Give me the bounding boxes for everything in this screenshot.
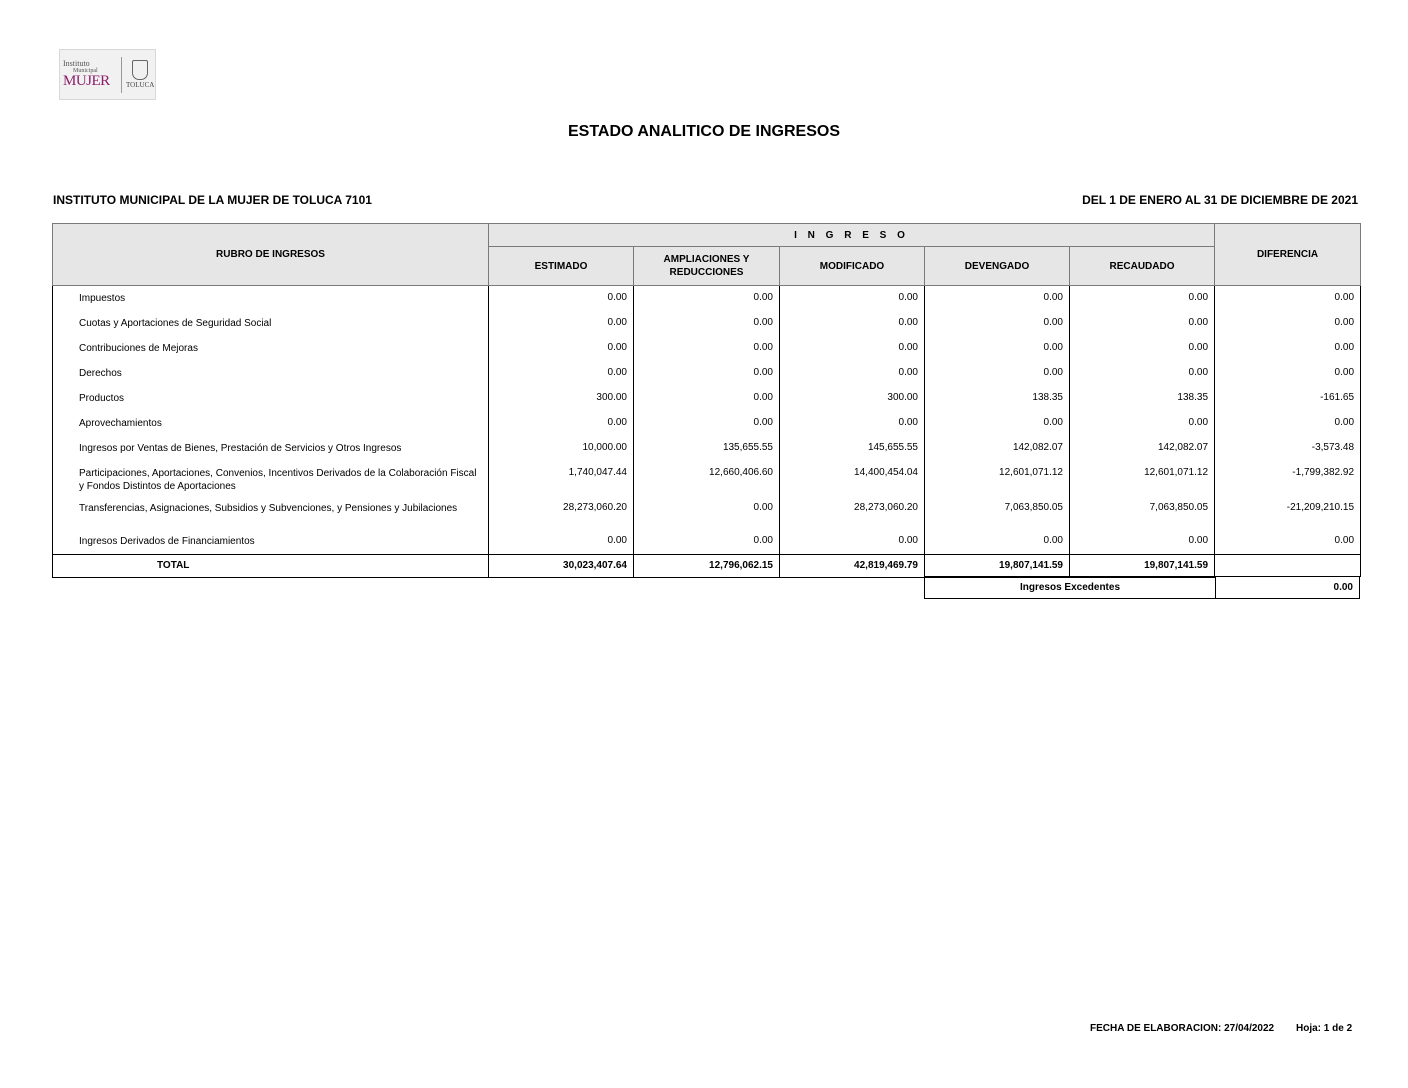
excess-income-label: Ingresos Excedentes: [925, 577, 1216, 598]
total-recaudado: 19,807,141.59: [1070, 554, 1215, 577]
logo-divider: [121, 57, 122, 93]
row-diferencia: -161.65: [1215, 386, 1361, 411]
row-diferencia: -21,209,210.15: [1215, 496, 1361, 529]
excess-income-box: [924, 576, 1360, 599]
row-estimado: 0.00: [489, 286, 634, 311]
row-diferencia: 0.00: [1215, 286, 1361, 311]
header-estimado: ESTIMADO: [489, 247, 634, 286]
table-row: [53, 529, 1361, 555]
income-table: [52, 223, 1361, 578]
row-devengado: 0.00: [925, 411, 1070, 436]
row-modificado: 0.00: [780, 411, 925, 436]
elaboration-date: FECHA DE ELABORACION: 27/04/2022: [1090, 1023, 1275, 1034]
row-recaudado: 0.00: [1070, 311, 1215, 336]
table-row: [53, 361, 1361, 386]
row-recaudado: 0.00: [1070, 336, 1215, 361]
row-recaudado: 0.00: [1070, 529, 1215, 555]
row-ampliaciones: 0.00: [634, 286, 780, 311]
table-row: [53, 336, 1361, 361]
row-concept: Impuestos: [53, 286, 489, 311]
row-recaudado: 138.35: [1070, 386, 1215, 411]
table-row: [53, 286, 1361, 311]
table-row: [53, 411, 1361, 436]
row-recaudado: 142,082.07: [1070, 436, 1215, 461]
row-concept: Ingresos por Ventas de Bienes, Prestación de Servicios y Otros Ingresos: [53, 436, 489, 461]
row-ampliaciones: 0.00: [634, 386, 780, 411]
row-ampliaciones: 12,660,406.60: [634, 461, 780, 496]
row-devengado: 12,601,071.12: [925, 461, 1070, 496]
row-concept: Ingresos Derivados de Financiamientos: [53, 529, 489, 555]
table-row: [53, 461, 1361, 496]
header-devengado: DEVENGADO: [925, 247, 1070, 286]
report-period: DEL 1 DE ENERO AL 31 DE DICIEMBRE DE 2021: [1082, 193, 1358, 207]
row-estimado: 0.00: [489, 411, 634, 436]
row-concept: Productos: [53, 386, 489, 411]
row-recaudado: 7,063,850.05: [1070, 496, 1215, 529]
row-modificado: 0.00: [780, 361, 925, 386]
table-row: [53, 496, 1361, 529]
row-recaudado: 0.00: [1070, 411, 1215, 436]
row-ampliaciones: 0.00: [634, 311, 780, 336]
row-estimado: 300.00: [489, 386, 634, 411]
row-modificado: 0.00: [780, 336, 925, 361]
table-row: [53, 386, 1361, 411]
row-diferencia: 0.00: [1215, 529, 1361, 555]
crest-icon: [132, 60, 148, 80]
row-diferencia: 0.00: [1215, 411, 1361, 436]
row-diferencia: 0.00: [1215, 311, 1361, 336]
row-ampliaciones: 0.00: [634, 529, 780, 555]
row-modificado: 0.00: [780, 311, 925, 336]
row-ampliaciones: 135,655.55: [634, 436, 780, 461]
row-estimado: 1,740,047.44: [489, 461, 634, 496]
row-estimado: 0.00: [489, 529, 634, 555]
row-estimado: 0.00: [489, 361, 634, 386]
row-devengado: 0.00: [925, 311, 1070, 336]
row-diferencia: 0.00: [1215, 361, 1361, 386]
row-recaudado: 0.00: [1070, 361, 1215, 386]
row-modificado: 14,400,454.04: [780, 461, 925, 496]
row-ampliaciones: 0.00: [634, 336, 780, 361]
row-ampliaciones: 0.00: [634, 361, 780, 386]
header-modificado: MODIFICADO: [780, 247, 925, 286]
row-devengado: 0.00: [925, 361, 1070, 386]
logo-line-1: Instituto: [63, 59, 90, 68]
row-concept: Transferencias, Asignaciones, Subsidios y Subvenciones, y Pensiones y Jubilaciones: [53, 496, 489, 529]
total-ampliaciones: 12,796,062.15: [634, 554, 780, 577]
row-concept: Cuotas y Aportaciones de Seguridad Social: [53, 311, 489, 336]
total-devengado: 19,807,141.59: [925, 554, 1070, 577]
table-row: [53, 311, 1361, 336]
row-ampliaciones: 0.00: [634, 496, 780, 529]
header-recaudado: RECAUDADO: [1070, 247, 1215, 286]
logo-partner: TOLUCA: [126, 81, 155, 89]
logo-line-2: Municipal: [73, 68, 98, 74]
row-concept: Participaciones, Aportaciones, Convenios, Incentivos Derivados de la Colaboración Fiscal y Fondos Distintos de Aportaciones: [53, 461, 489, 496]
row-concept: Derechos: [53, 361, 489, 386]
row-modificado: 0.00: [780, 529, 925, 555]
header-rubro: RUBRO DE INGRESOS: [53, 224, 489, 286]
total-label: TOTAL: [53, 554, 489, 577]
total-estimado: 30,023,407.64: [489, 554, 634, 577]
row-devengado: 7,063,850.05: [925, 496, 1070, 529]
row-modificado: 300.00: [780, 386, 925, 411]
institute-logo: [59, 49, 156, 100]
row-diferencia: -3,573.48: [1215, 436, 1361, 461]
excess-income-value: 0.00: [1333, 582, 1353, 593]
row-recaudado: 0.00: [1070, 286, 1215, 311]
row-recaudado: 12,601,071.12: [1070, 461, 1215, 496]
page-number: Hoja: 1 de 2: [1296, 1023, 1353, 1034]
report-title: ESTADO ANALITICO DE INGRESOS: [567, 123, 840, 140]
table-row: [53, 436, 1361, 461]
logo-mujer: [60, 60, 118, 89]
row-diferencia: -1,799,382.92: [1215, 461, 1361, 496]
header-ingreso: I N G R E S O: [489, 224, 1215, 247]
row-diferencia: 0.00: [1215, 336, 1361, 361]
row-devengado: 142,082.07: [925, 436, 1070, 461]
row-estimado: 0.00: [489, 336, 634, 361]
row-modificado: 0.00: [780, 286, 925, 311]
row-devengado: 138.35: [925, 386, 1070, 411]
total-modificado: 42,819,469.79: [780, 554, 925, 577]
row-modificado: 145,655.55: [780, 436, 925, 461]
row-devengado: 0.00: [925, 529, 1070, 555]
row-modificado: 28,273,060.20: [780, 496, 925, 529]
logo-toluca: [125, 60, 155, 89]
header-diferencia: DIFERENCIA: [1215, 224, 1361, 286]
total-row: [53, 554, 1361, 577]
logo-line-3: MUJER: [63, 73, 110, 89]
entity-name: INSTITUTO MUNICIPAL DE LA MUJER DE TOLUCA 7101: [53, 193, 372, 207]
total-diferencia-blank: [1215, 554, 1361, 577]
row-estimado: 10,000.00: [489, 436, 634, 461]
header-ampliaciones: AMPLIACIONES Y REDUCCIONES: [634, 247, 780, 286]
row-ampliaciones: 0.00: [634, 411, 780, 436]
row-estimado: 0.00: [489, 311, 634, 336]
row-concept: Contribuciones de Mejoras: [53, 336, 489, 361]
row-concept: Aprovechamientos: [53, 411, 489, 436]
row-devengado: 0.00: [925, 286, 1070, 311]
row-estimado: 28,273,060.20: [489, 496, 634, 529]
row-devengado: 0.00: [925, 336, 1070, 361]
